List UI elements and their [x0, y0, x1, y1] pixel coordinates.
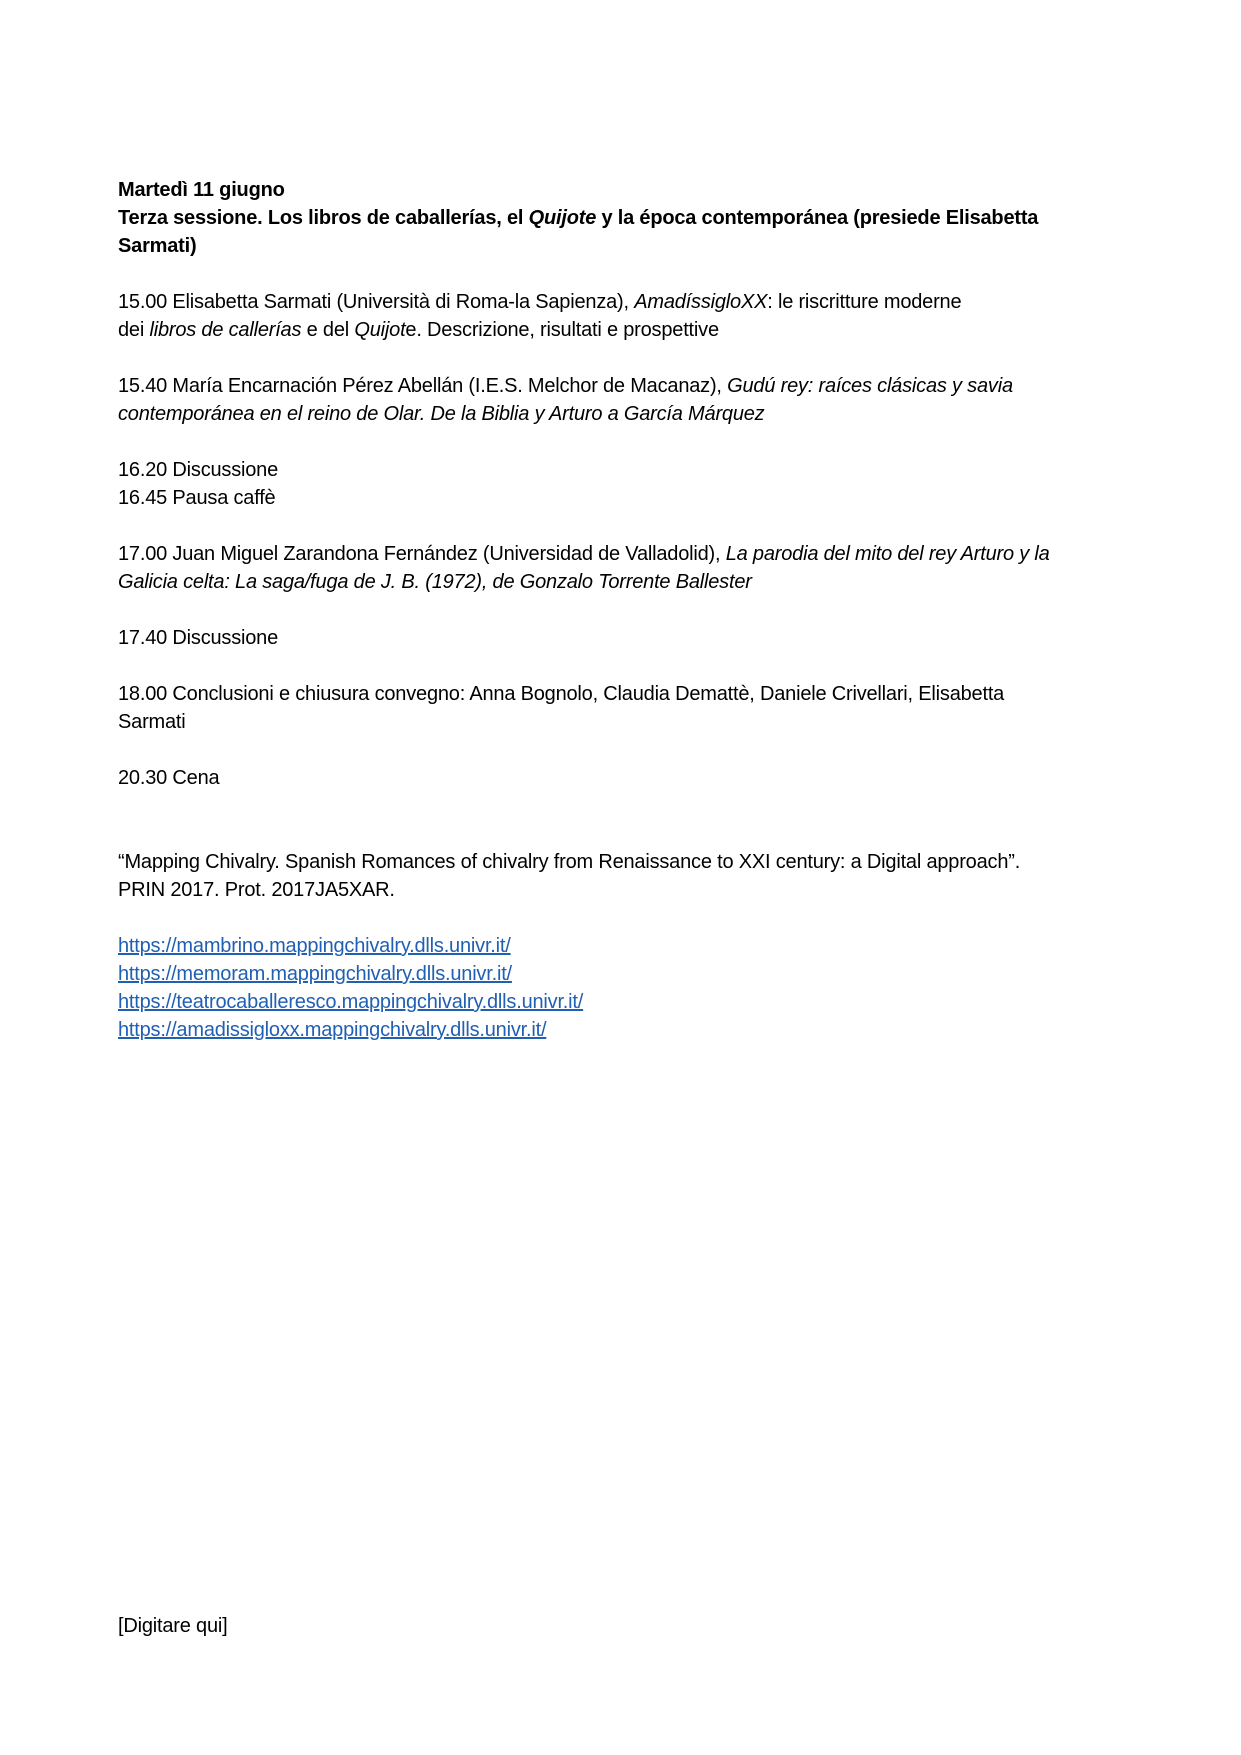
spacer: [118, 736, 1128, 764]
session-heading-suffix: y la época contemporánea (presiede Elisabetta: [596, 207, 1039, 229]
talk-1500-edel: e del: [301, 319, 355, 341]
spacer: [118, 260, 1128, 288]
talk-1500-quijote: Quijot: [354, 319, 406, 341]
session-heading-line2: Sarmati): [118, 235, 197, 257]
talk-1500-speaker: 15.00 Elisabetta Sarmati (Università di Roma-la Sapienza),: [118, 291, 635, 313]
dinner-2030: 20.30 Cena: [118, 767, 220, 789]
talk-1500-libros: libros de callerías: [149, 319, 302, 341]
spacer: [118, 428, 1128, 456]
discussion-1620: 16.20 Discussione: [118, 459, 279, 481]
session-heading: [118, 204, 1128, 232]
talk-1500-dei: dei: [118, 319, 150, 341]
link-teatrocaballeresco[interactable]: https://teatrocaballeresco.mappingchivalry.dlls.univr.it/: [118, 991, 584, 1013]
talk-1540-speaker: 15.40 María Encarnación Pérez Abellán (I.E.S. Melchor de Macanaz),: [118, 375, 728, 397]
talk-1700-line1: [118, 540, 1128, 568]
spacer: [118, 904, 1128, 932]
spacer: [118, 512, 1128, 540]
talk-1540-line1: [118, 372, 1128, 400]
talk-1700-title-start: La parodia del mito del rey Arturo y la: [725, 543, 1050, 565]
talk-1500-line1: [118, 288, 1128, 316]
talk-1700-line2: Galicia celta: La saga/fuga de J. B. (1972), de Gonzalo Torrente Ballester: [118, 571, 752, 593]
spacer: [118, 596, 1128, 624]
link-memoram[interactable]: https://memoram.mappingchivalry.dlls.univr.it/: [118, 963, 512, 985]
project-title: “Mapping Chivalry. Spanish Romances of chivalry from Renaissance to XXI century: a Digital approach”.: [118, 851, 1021, 873]
talk-1540-line2: contemporánea en el reino de Olar. De la Biblia y Arturo a García Márquez: [118, 403, 765, 425]
talk-1500-project: AmadíssigloXX: [634, 291, 768, 313]
conclusions-1800-line2: Sarmati: [118, 711, 186, 733]
day-heading: Martedì 11 giugno: [118, 179, 285, 201]
talk-1500-rest: e. Descrizione, risultati e prospettive: [405, 319, 719, 341]
session-heading-prefix: Terza sessione. Los libros de caballerías, el: [118, 207, 529, 229]
spacer: [118, 792, 1128, 848]
project-prin: PRIN 2017. Prot. 2017JA5XAR.: [118, 879, 395, 901]
talk-1700-speaker: 17.00 Juan Miguel Zarandona Fernández (Universidad de Valladolid),: [118, 543, 726, 565]
link-amadissigloxx[interactable]: https://amadissigloxx.mappingchivalry.dlls.univr.it/: [118, 1019, 547, 1041]
footer-placeholder[interactable]: [Digitare qui]: [118, 1615, 228, 1637]
talk-1500-line2: [118, 316, 1128, 344]
link-mambrino[interactable]: https://mambrino.mappingchivalry.dlls.univr.it/: [118, 935, 511, 957]
coffee-break-1645: 16.45 Pausa caffè: [118, 487, 276, 509]
spacer: [118, 652, 1128, 680]
talk-1540-title-start: Gudú rey: raíces clásicas y savia: [727, 375, 1013, 397]
session-heading-italic: Quijote: [528, 207, 597, 229]
talk-1500-title-start: : le riscritture moderne: [767, 291, 962, 313]
conclusions-1800-line1: 18.00 Conclusioni e chiusura convegno: Anna Bognolo, Claudia Demattè, Daniele Crivellari, Elisabetta: [118, 683, 1005, 705]
discussion-1740: 17.40 Discussione: [118, 627, 279, 649]
spacer: [118, 344, 1128, 372]
document-body: [118, 176, 1128, 1044]
